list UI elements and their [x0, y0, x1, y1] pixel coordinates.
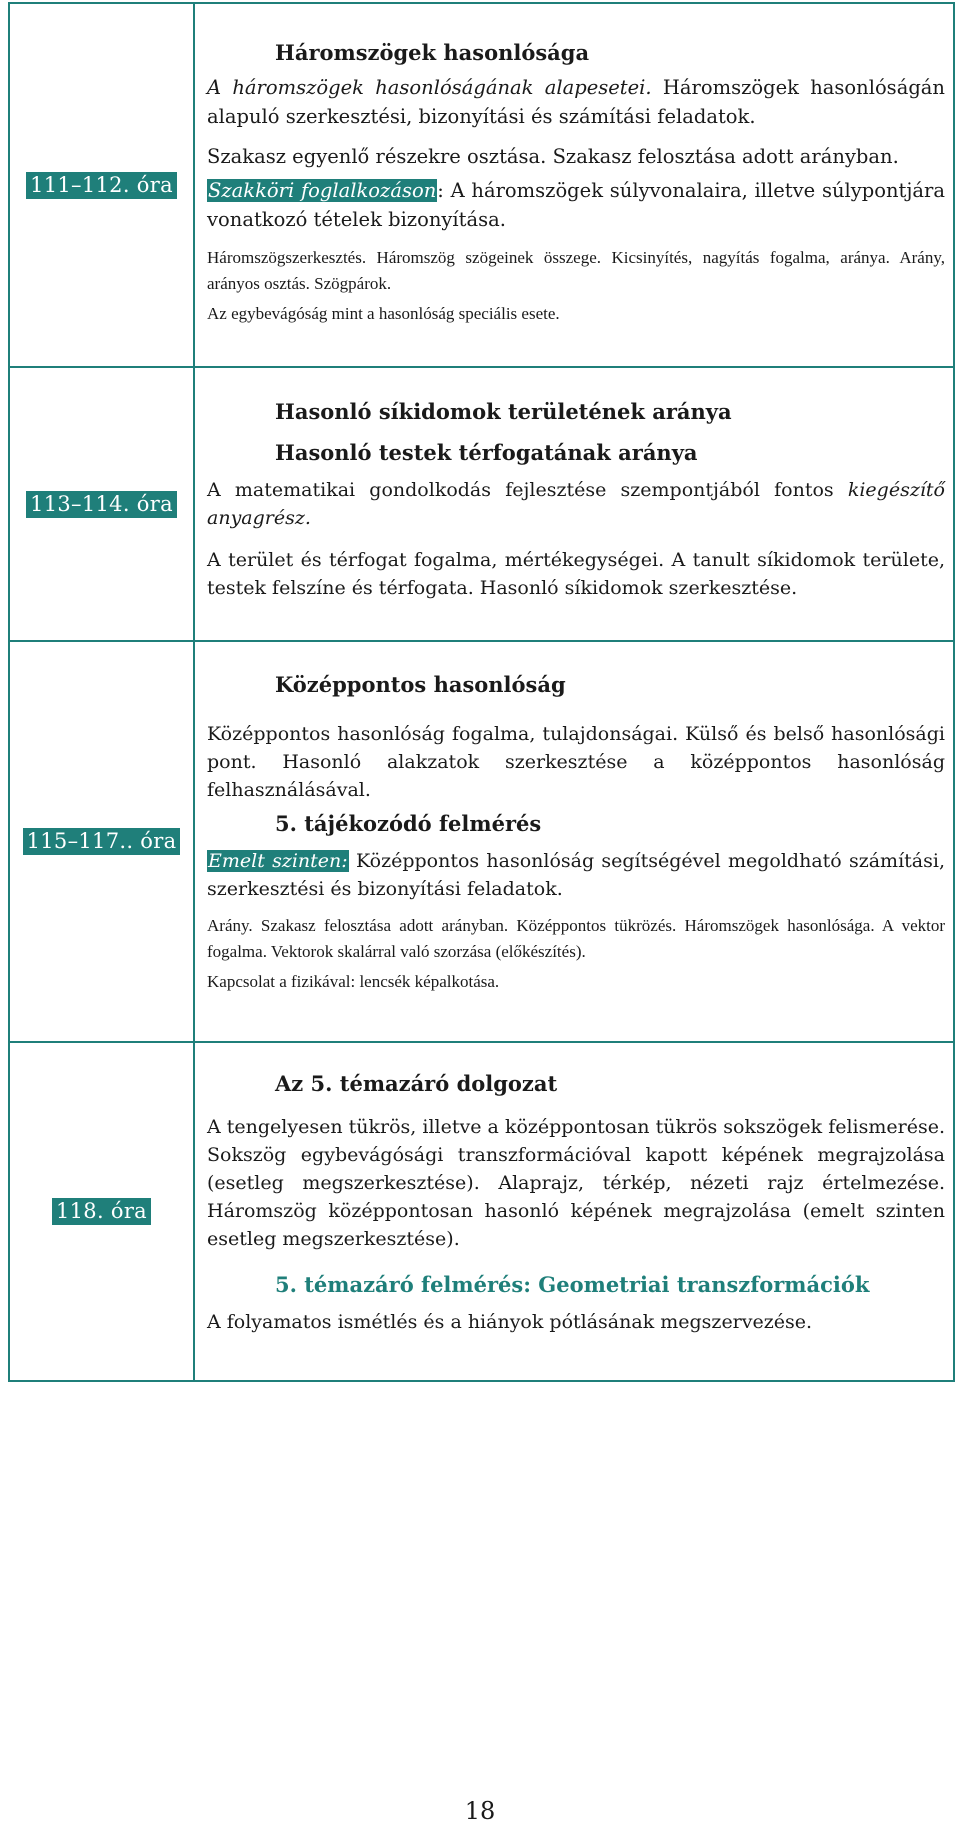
section-title: Hasonló testek térfogatának aránya	[275, 440, 698, 465]
lesson-label-cell	[9, 3, 194, 367]
text: A matematikai gondolkodás fejlesztése szempontjából fontos	[207, 479, 848, 501]
lesson-plan-table	[8, 2, 955, 1382]
paragraph	[207, 176, 945, 234]
paragraph: A folyamatos ismétlés és a hiányok pótlásának megszervezése.	[207, 1311, 813, 1333]
lesson-row-115-117	[9, 641, 954, 1042]
paragraph: Kapcsolat a fizikával: lencsék képalkotása.	[207, 972, 500, 991]
italic-text: A háromszögek hasonlóságának alapesetei.	[207, 76, 652, 99]
section-title: Középpontos hasonlóság	[275, 672, 566, 697]
section-subtitle: 5. témazáró felmérés: Geometriai transzformációk	[275, 1272, 870, 1297]
lesson-row-113-114	[9, 367, 954, 641]
paragraph: Arány. Szakasz felosztása adott arányban. Középpontos tükrözés. Háromszögek hasonlósága. A vektor fogalma. Vektorok skalárral való szorzása (előkészítés).	[207, 916, 945, 961]
paragraph: Középpontos hasonlóság fogalma, tulajdonságai. Külső és belső hasonlósági pont. Hasonló alakzatok szerkesztése a középpontos hasonlóság felhasználásával.	[207, 723, 945, 801]
page-number: 18	[464, 1797, 496, 1825]
italic-text: kiegészítő anyagrész.	[207, 479, 945, 529]
text: A háromszögek súlyvonalaira, illetve súlypontjára vonatkozó tételek bizonyítása.	[207, 179, 946, 231]
lesson-content-cell	[194, 367, 954, 641]
paragraph	[207, 73, 945, 131]
paragraph	[207, 847, 945, 903]
paragraph: Háromszögszerkesztés. Háromszög szögeinek összege. Kicsinyítés, nagyítás fogalma, aránya. Arány, arányos osztás. Szögpárok.	[207, 248, 945, 293]
lesson-label-cell	[9, 367, 194, 641]
lesson-content-cell	[194, 641, 954, 1042]
text: :	[437, 179, 444, 202]
lesson-label-badge: 115–117.. óra	[23, 828, 181, 855]
lesson-label-cell	[9, 641, 194, 1042]
lesson-content-cell	[194, 3, 954, 367]
lesson-label-badge: 113–114. óra	[26, 491, 177, 518]
text: Háromszögek hasonlóságán alapuló szerkesztési, bizonyítási és számítási feladatok.	[207, 76, 945, 128]
lesson-label-badge: 118. óra	[52, 1198, 151, 1225]
paragraph: Szakasz egyenlő részekre osztása. Szakasz felosztása adott arányban.	[207, 145, 899, 168]
lesson-content-cell	[194, 1042, 954, 1381]
section-title: Az 5. témazáró dolgozat	[275, 1071, 558, 1096]
section-title: Hasonló síkidomok területének aránya	[275, 399, 732, 424]
lesson-row-118	[9, 1042, 954, 1381]
paragraph: Az egybevágóság mint a hasonlóság speciális esete.	[207, 304, 560, 323]
highlight-label: Emelt szinten:	[208, 850, 348, 872]
lesson-label-badge: 111–112. óra	[26, 172, 177, 199]
text: Középpontos hasonlóság segítségével megoldható számítási, szerkesztési és bizonyítási feladatok.	[207, 850, 945, 900]
lesson-label-cell	[9, 1042, 194, 1381]
paragraph: A terület és térfogat fogalma, mértékegységei. A tanult síkidomok területe, testek felszíne és térfogata. Hasonló síkidomok szerkesztése.	[207, 549, 945, 599]
paragraph: A tengelyesen tükrös, illetve a középpontosan tükrös sokszögek felismerése. Sokszög egybevágósági transzformációval kapott képének megrajzolása (esetleg megszerkesztése). Alaprajz, térkép, nézeti rajz értelmezése. Háromszög középpontosan hasonló képének megrajzolása (emelt szinten esetleg megszerkesztése).	[207, 1116, 945, 1250]
paragraph	[207, 476, 945, 532]
lesson-row-111-112	[9, 3, 954, 367]
highlight-label: Szakköri foglalkozáson	[208, 179, 437, 202]
section-title: Háromszögek hasonlósága	[275, 40, 590, 65]
section-subtitle: 5. tájékozódó felmérés	[275, 811, 542, 836]
